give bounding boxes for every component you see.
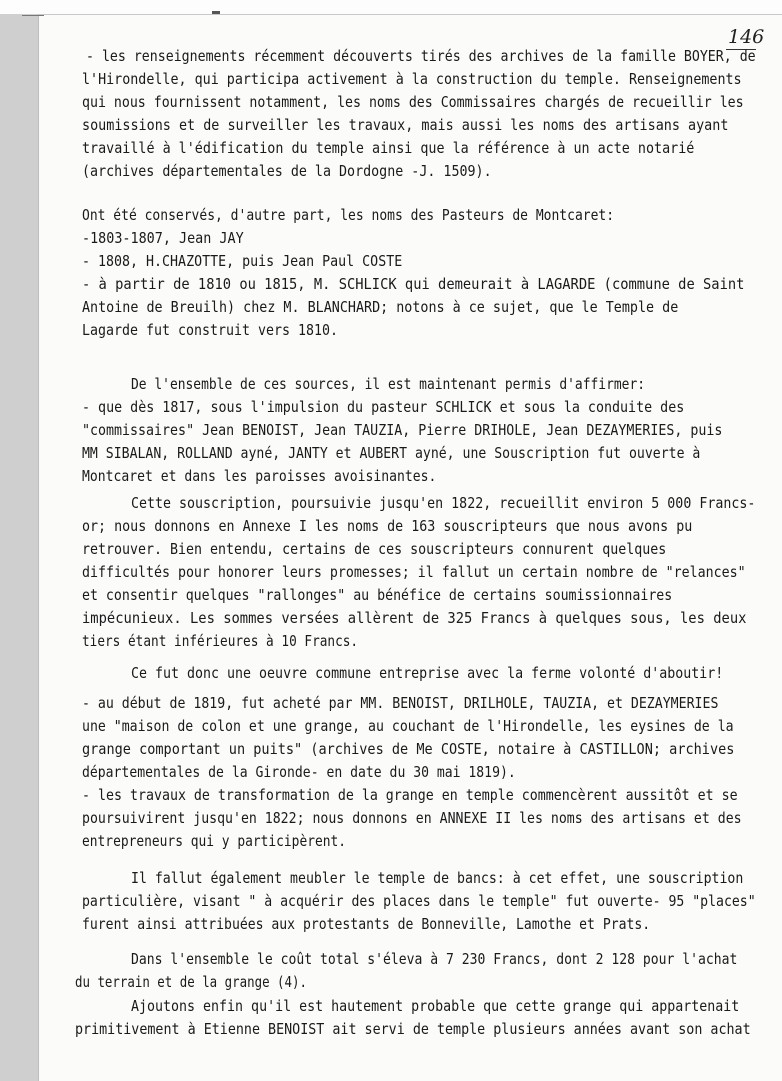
text-line: difficultés pour honorer leurs promesses; il fallut un certain nombre de "relances" [82, 563, 746, 581]
page-top-margin [0, 0, 782, 14]
text-line: -1803-1807, Jean JAY [82, 229, 244, 247]
text-line: particulière, visant " à acquérir des places dans le temple" fut ouverte- 95 "places" [82, 892, 756, 910]
text-line: une "maison de colon et une grange, au couchant de l'Hirondelle, les eysines de la [82, 717, 734, 735]
text-line: Cette souscription, poursuivie jusqu'en 1822, recueillit environ 5 000 Francs- [131, 494, 756, 512]
text-line: poursuivirent jusqu'en 1822; nous donnons en ANNEXE II les noms des artisans et des [82, 809, 742, 827]
text-line: Antoine de Breuilh) chez M. BLANCHARD; notons à ce sujet, que le Temple de [82, 298, 679, 316]
text-line: retrouver. Bien entendu, certains de ces souscripteurs connurent quelques [82, 540, 667, 558]
text-line: tiers étant inférieures à 10 Francs. [82, 632, 359, 650]
text-line: MM SIBALAN, ROLLAND ayné, JANTY et AUBERT ayné, une Souscription fut ouverte à [82, 444, 701, 462]
text-line: grange comportant un puits" (archives de Me COSTE, notaire à CASTILLON; archives [82, 740, 735, 758]
scan-mark [212, 11, 220, 14]
text-line: qui nous fournissent notamment, les noms des Commissaires chargés de recueillir les [82, 93, 744, 111]
text-line: - les renseignements récemment découverts tirés des archives de la famille BOYER, de [86, 47, 756, 65]
page-number: 146 [728, 26, 765, 48]
text-line: primitivement à Etienne BENOIST ait servi de temple plusieurs années avant son achat [75, 1020, 751, 1038]
scan-mark [22, 15, 44, 16]
text-line: Lagarde fut construit vers 1810. [82, 321, 338, 339]
text-line: impécunieux. Les sommes versées allèrent de 325 Francs à quelques sous, les deux [82, 609, 747, 627]
text-line: travaillé à l'édification du temple ainsi que la référence à un acte notarié [82, 139, 695, 157]
text-line: Ajoutons enfin qu'il est hautement probable que cette grange qui appartenait [131, 997, 740, 1015]
text-line: (archives départementales de la Dordogne -J. 1509). [82, 162, 492, 180]
text-line: De l'ensemble de ces sources, il est maintenant permis d'affirmer: [131, 375, 646, 393]
text-line: Montcaret et dans les paroisses avoisinantes. [82, 467, 437, 485]
text-line: départementales de la Gironde- en date du 30 mai 1819). [82, 763, 516, 781]
text-line: "commissaires" Jean BENOIST, Jean TAUZIA, Pierre DRIHOLE, Jean DEZAYMERIES, puis [82, 421, 723, 439]
text-line: or; nous donnons en Annexe I les noms de 163 souscripteurs que nous avons pu [82, 517, 693, 535]
text-line: l'Hirondelle, qui participa activement à la construction du temple. Renseignements [82, 70, 742, 88]
text-line: - à partir de 1810 ou 1815, M. SCHLICK qui demeurait à LAGARDE (commune de Saint [82, 275, 745, 293]
text-line: soumissions et de surveiller les travaux, mais aussi les noms des artisans ayant [82, 116, 729, 134]
text-line: - que dès 1817, sous l'impulsion du pasteur SCHLICK et sous la conduite des [82, 398, 685, 416]
text-line: - au début de 1819, fut acheté par MM. BENOIST, DRILHOLE, TAUZIA, et DEZAYMERIES [82, 694, 719, 712]
text-line: Dans l'ensemble le coût total s'éleva à 7 230 Francs, dont 2 128 pour l'achat [131, 950, 738, 968]
text-line: et consentir quelques "rallonges" au bénéfice de certains soumissionnaires [82, 586, 673, 604]
text-line: - 1808, H.CHAZOTTE, puis Jean Paul COSTE [82, 252, 403, 270]
text-line: du terrain et de la grange (4). [75, 973, 307, 991]
text-line: Ce fut donc une oeuvre commune entreprise avec la ferme volonté d'aboutir! [131, 664, 724, 682]
text-line: Ont été conservés, d'autre part, les noms des Pasteurs de Montcaret: [82, 206, 615, 224]
text-line: entrepreneurs qui y participèrent. [82, 832, 347, 850]
text-line: furent ainsi attribuées aux protestants de Bonneville, Lamothe et Prats. [82, 915, 651, 933]
text-line: Il fallut également meubler le temple de bancs: à cet effet, une souscription [131, 869, 744, 887]
text-line: - les travaux de transformation de la grange en temple commencèrent aussitôt et se [82, 786, 738, 804]
